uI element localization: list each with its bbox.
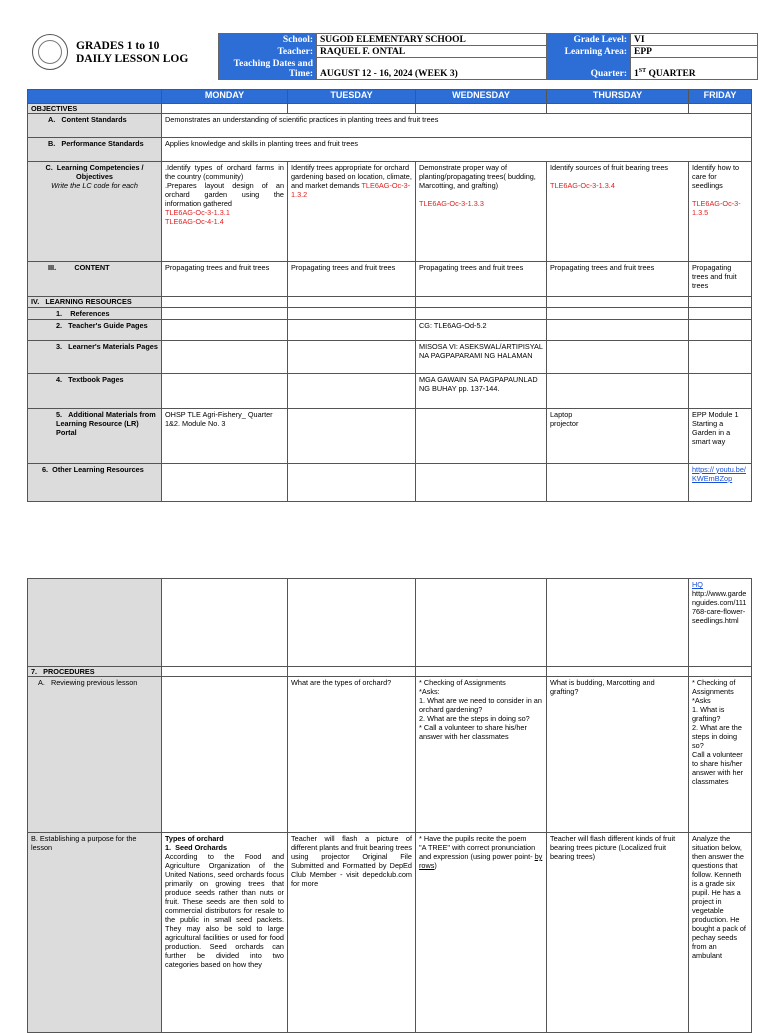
school-value: SUGOD ELEMENTARY SCHOOL [317,34,547,46]
corner-cell [28,90,162,104]
performance-standards-value: Applies knowledge and skills in planting trees and fruit trees [162,138,752,162]
learners-materials-label: 3. Learner's Materials Pages [28,341,162,374]
youtube-link-end[interactable]: HQ [692,580,703,589]
procedures-label: 7. PROCEDURES [28,667,162,677]
content-monday: Propagating trees and fruit trees [162,262,288,297]
purpose-thursday: Teacher will flash different kinds of fruit bearing trees picture (Localized fruit bearing trees) [547,833,689,1033]
purpose-wednesday: * Have the pupils recite the poem "A TREE" with correct pronunciation and expression (using power point- by rows) [416,833,547,1033]
purpose-tuesday: Teacher will flash a picture of different plants and fruit bearing trees using projector Original File Submitted and Formatted by DepEd Club Member - visit depedclub.com for more [288,833,416,1033]
purpose-monday: Types of orchard 1. Seed Orchards According to the Food and Agriculture Organization of the United Nations, seed orchards focus primarily on growing trees that produce seeds rather than nuts or fruit. These seeds are then sold to commercial distributors for resale to the public in small seed packets. They may also be sold to large agricultural facilities or used for food production. Seed orchards can further be divided into two categories based on how they [162,833,288,1033]
establishing-purpose-label: B. Establishing a purpose for the lesson [28,833,162,1033]
review-wednesday: * Checking of Assignments *Asks: 1. What are we need to consider in an orchard gardening? 2. What are the steps in doing so? * Call a volunteer to share his/her answer with her classmates [416,677,547,833]
quarter-value: 1ST QUARTER [631,58,758,80]
lc-tuesday: Identify trees appropriate for orchard gardening based on location, climate, and market demands TLE6AG-Oc-3-1.3.2 [288,162,416,262]
review-tuesday: What are the types of orchard? [288,677,416,833]
content-thursday: Propagating trees and fruit trees [547,262,689,297]
learning-competencies-label: C. Learning Competencies / Objectives Write the LC code for each [28,162,162,262]
teachers-guide-label: 2. Teacher's Guide Pages [28,320,162,341]
content-standards-value: Demonstrates an understanding of scientific practices in planting trees and fruit trees [162,114,752,138]
day-header-monday: MONDAY [162,90,288,104]
learners-materials-wednesday: MISOSA VI: ASEKSWAL/ARTIPISYAL NA PAGPAPARAMI NG HALAMAN [416,341,547,374]
lc-monday: .Identify types of orchard farms in the country (community) .Prepares layout design of an orchard garden using the information gathered TLE6AG-Oc-3-1.3.1 TLE6AG-Oc-4-1.4 [162,162,288,262]
youtube-link[interactable]: https:// youtu.be/ KWEmBZop [692,465,746,483]
content-tuesday: Propagating trees and fruit trees [288,262,416,297]
other-resources-friday-continued [689,579,752,667]
purpose-friday: Analyze the situation below, then answer the questions that follow. Kenneth is a grade six pupil. He has a project in vegetable production. He bought a pack of pechay seeds from an ambulant [689,833,752,1033]
content-label: III. CONTENT [28,262,162,297]
gardenguides-url: http://www.gardenguides.com/111768-care-flower-seedlings.html [692,589,747,625]
teachers-guide-wednesday: CG: TLE6AG-Od-5.2 [416,320,547,341]
teaching-dates-label: Teaching Dates and Time: [219,58,317,80]
performance-standards-label: B. Performance Standards [28,138,162,162]
grade-level-value: VI [631,34,758,46]
textbook-pages-wednesday: MGA GAWAIN SA PAGPAPAUNLAD NG BUHAY pp. 137-144. [416,374,547,409]
learning-area-value: EPP [631,46,758,58]
lc-thursday: Identify sources of fruit bearing trees TLE6AG-Oc-3-1.3.4 [547,162,689,262]
header-info-table [218,33,758,80]
additional-materials-label: 5. Additional Materials from Learning Resource (LR) Portal [28,409,162,464]
learning-resources-label: IV. LEARNING RESOURCES [28,297,162,308]
learning-area-label: Learning Area: [547,46,631,58]
deped-seal-icon [32,34,68,70]
reviewing-previous-lesson-label: A. Reviewing previous lesson [28,677,162,833]
day-header-tuesday: TUESDAY [288,90,416,104]
textbook-pages-label: 4. Textbook Pages [28,374,162,409]
teacher-label: Teacher: [219,46,317,58]
lc-friday: Identify how to care for seedlings TLE6AG-Oc-3-1.3.5 [689,162,752,262]
additional-materials-thursday: Laptop projector [547,409,689,464]
quarter-label: Quarter: [547,58,631,80]
lesson-log-table [27,89,752,502]
teaching-dates-value: AUGUST 12 - 16, 2024 (WEEK 3) [317,58,547,80]
content-wednesday: Propagating trees and fruit trees [416,262,547,297]
additional-materials-friday: EPP Module 1 Starting a Garden in a smart way [689,409,752,464]
other-resources-friday [689,464,752,502]
review-friday: * Checking of Assignments *Asks 1. What is grafting? 2. What are the steps in doing so? Call a volunteer to share his/her answer with her classmates [689,677,752,833]
day-header-wednesday: WEDNESDAY [416,90,547,104]
content-friday: Propagating trees and fruit trees [689,262,752,297]
school-label: School: [219,34,317,46]
objectives-label: OBJECTIVES [28,104,162,114]
review-thursday: What is budding, Marcotting and grafting? [547,677,689,833]
additional-materials-monday: OHSP TLE Agri-Fishery_ Quarter 1&2. Module No. 3 [162,409,288,464]
references-label: 1. References [28,308,162,320]
other-resources-label: 6. Other Learning Resources [28,464,162,502]
day-header-thursday: THURSDAY [547,90,689,104]
content-standards-label: A. Content Standards [28,114,162,138]
lesson-log-table-continued [27,578,752,1033]
day-header-friday: FRIDAY [689,90,752,104]
document-title: GRADES 1 to 10 DAILY LESSON LOG [76,40,189,65]
teacher-value: RAQUEL F. ONTAL [317,46,547,58]
lc-wednesday: Demonstrate proper way of planting/propagating trees( budding, Marcotting, and grafting) TLE6AG-Oc-3-1.3.3 [416,162,547,262]
grade-level-label: Grade Level: [547,34,631,46]
